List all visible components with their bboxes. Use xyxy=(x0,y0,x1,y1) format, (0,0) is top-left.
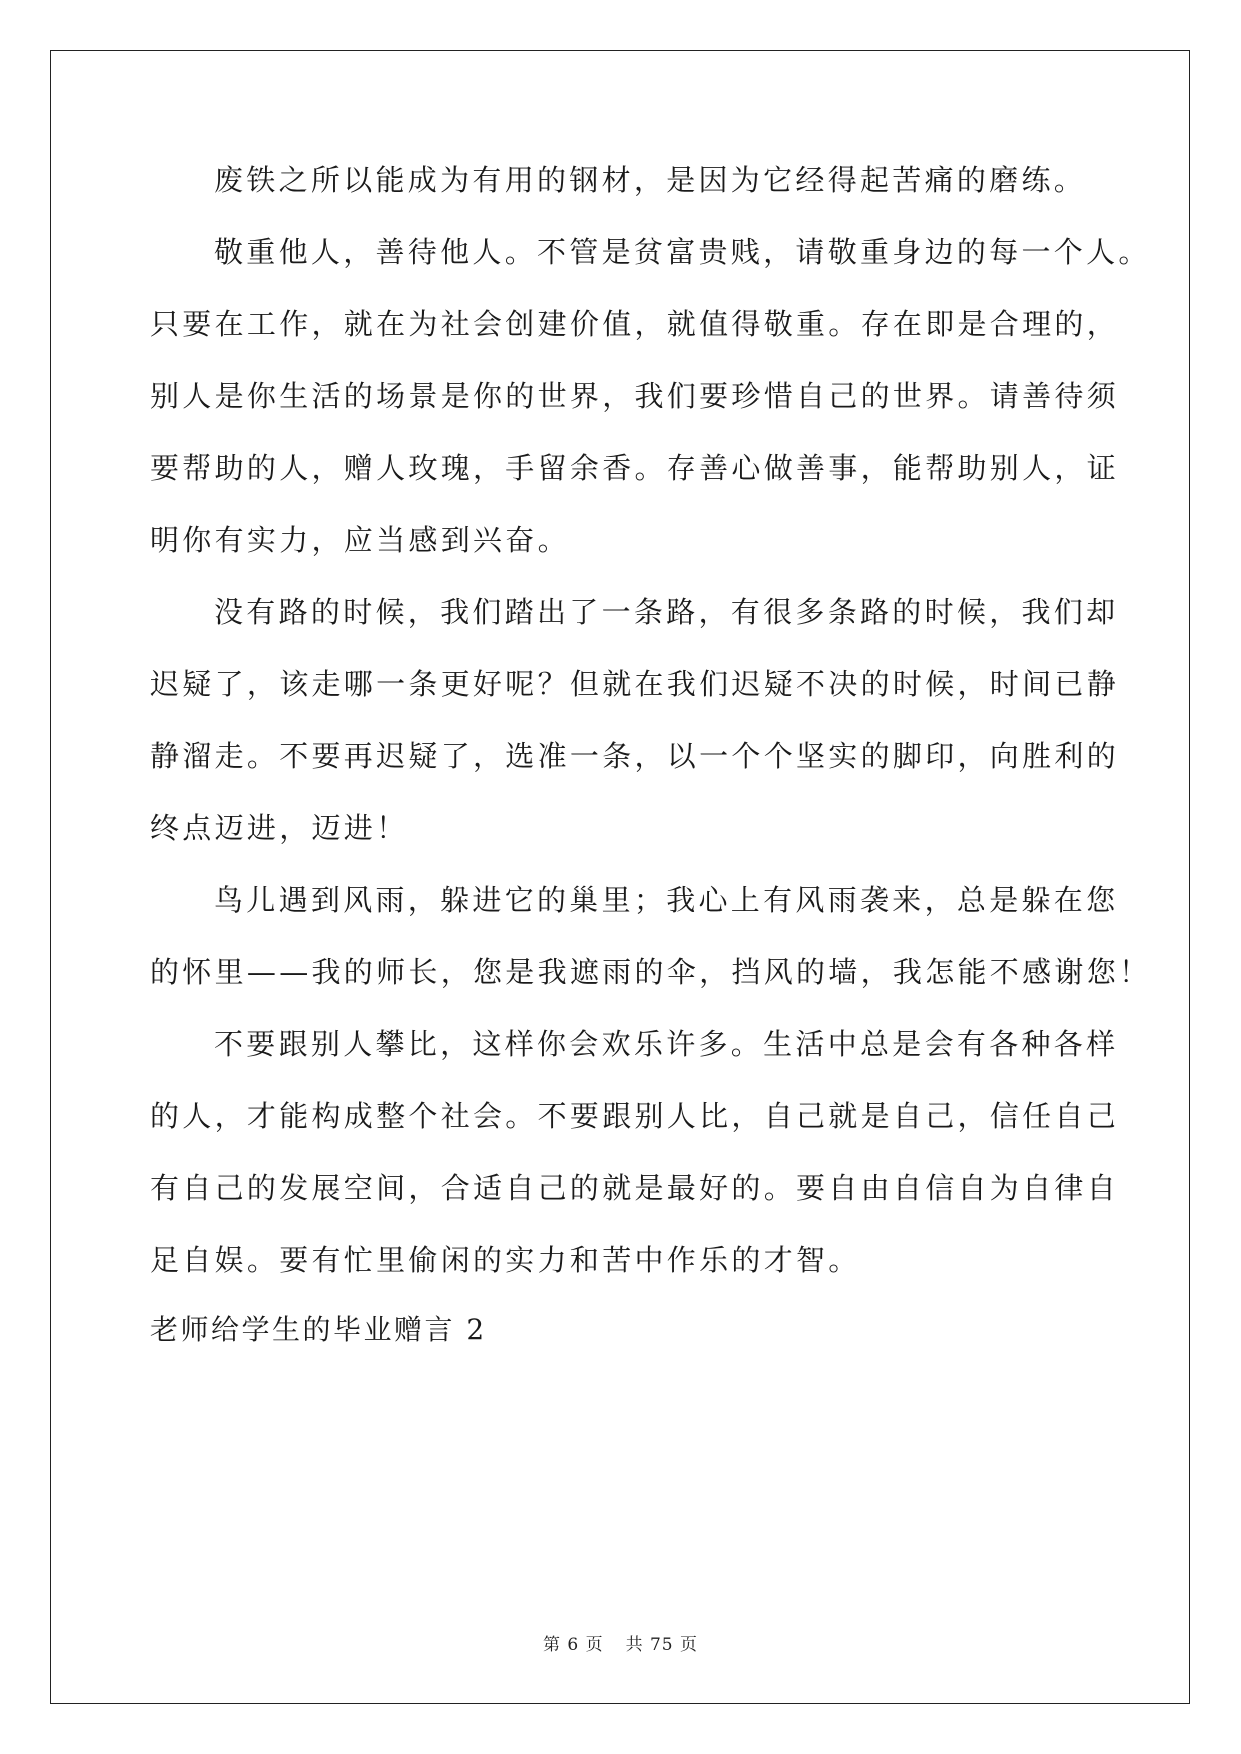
paragraph-5-line-4: 足自娱。要有忙里偷闲的实力和苦中作乐的才智。 xyxy=(150,1243,861,1277)
paragraph-2-line-2: 只要在工作，就在为社会创建价值，就值得敬重。存在即是合理的， xyxy=(150,307,1120,341)
paragraph-2-line-3: 别人是你生活的场景是你的世界，我们要珍惜自己的世界。请善待须 xyxy=(150,379,1120,413)
paragraph-5-line-1: 不要跟别人攀比，这样你会欢乐许多。生活中总是会有各种各样 xyxy=(214,1027,1119,1061)
page-number-current: 第 6 页 xyxy=(542,1635,604,1655)
paragraph-5-line-3: 有自己的发展空间，合适自己的就是最好的。要自由自信自为自律自 xyxy=(150,1171,1120,1205)
page-number-total: 共 75 页 xyxy=(625,1635,699,1655)
paragraph-3-line-1: 没有路的时候，我们踏出了一条路，有很多条路的时候，我们却 xyxy=(214,595,1119,629)
paragraph-4-line-2: 的怀里——我的师长，您是我遮雨的伞，挡风的墙，我怎能不感谢您！ xyxy=(150,955,1152,989)
page-footer xyxy=(0,1630,1241,1655)
paragraph-2-line-1: 敬重他人，善待他人。不管是贫富贵贱，请敬重身边的每一个人。 xyxy=(214,235,1151,269)
paragraph-2-line-4: 要帮助的人，赠人玫瑰，手留余香。存善心做善事，能帮助别人，证 xyxy=(150,451,1120,485)
paragraph-4-line-1: 鸟儿遇到风雨，躲进它的巢里；我心上有风雨袭来，总是躲在您 xyxy=(214,883,1119,917)
section-heading: 老师给学生的毕业赠言 2 xyxy=(150,1313,487,1346)
paragraph-3-line-3: 静溜走。不要再迟疑了，选准一条，以一个个坚实的脚印，向胜利的 xyxy=(150,739,1120,773)
paragraph-2-line-5: 明你有实力，应当感到兴奋。 xyxy=(150,523,570,557)
paragraph-3-line-2: 迟疑了，该走哪一条更好呢？但就在我们迟疑不决的时候，时间已静 xyxy=(150,667,1120,701)
page-border xyxy=(50,50,1190,1704)
paragraph-3-line-4: 终点迈进，迈进！ xyxy=(150,811,409,845)
paragraph-5-line-2: 的人，才能构成整个社会。不要跟别人比，自己就是自己，信任自己 xyxy=(150,1099,1120,1133)
paragraph-1-line-1: 废铁之所以能成为有用的钢材，是因为它经得起苦痛的磨练。 xyxy=(214,163,1087,197)
